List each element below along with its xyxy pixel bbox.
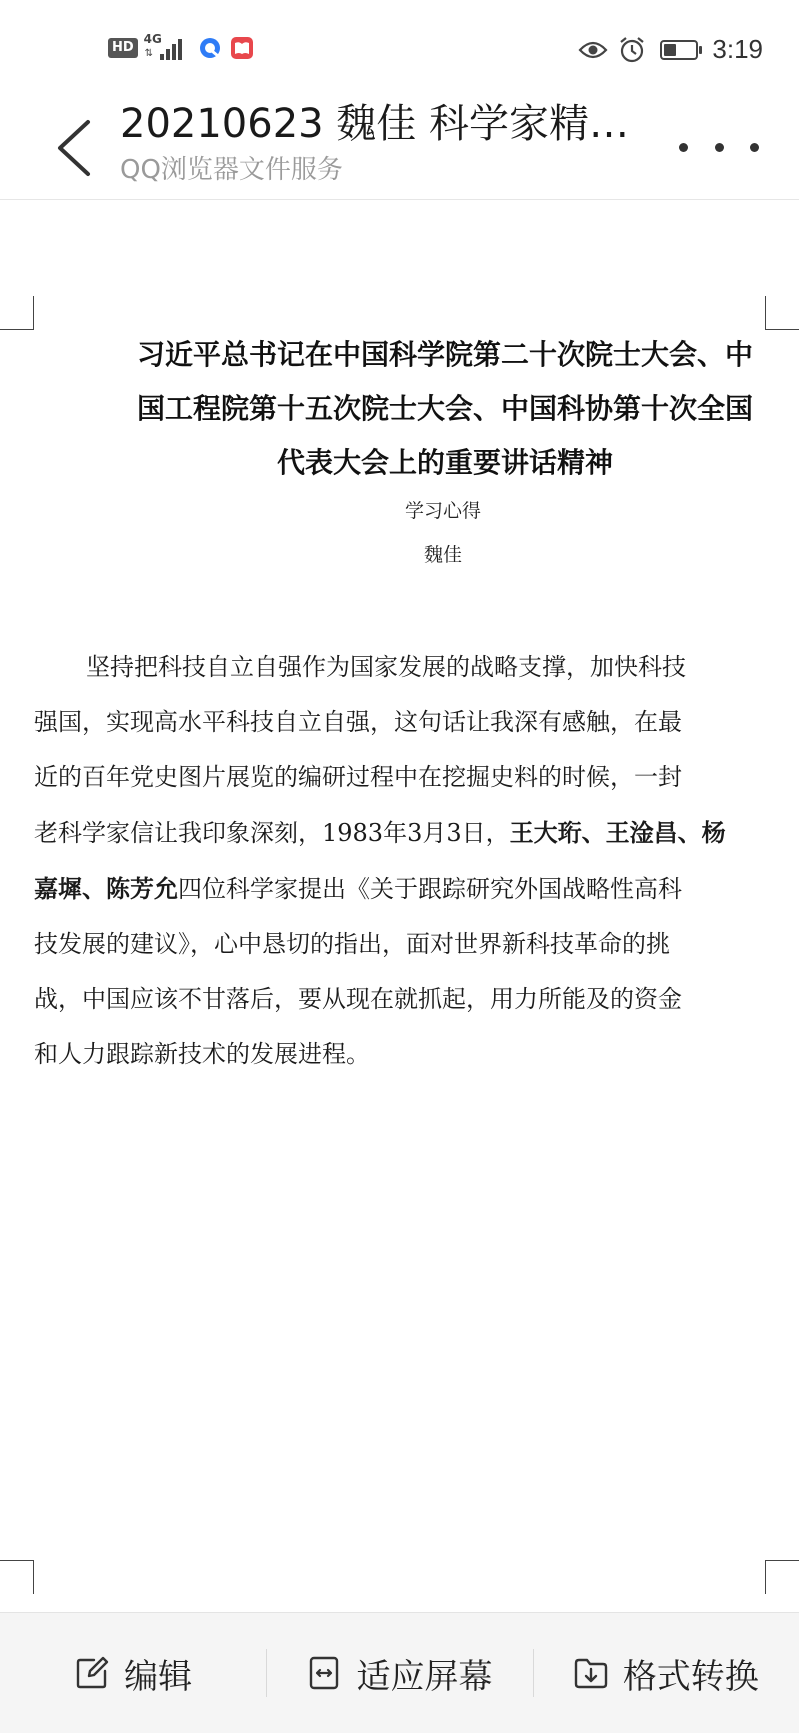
battery-level <box>664 44 675 56</box>
eye-icon <box>578 39 608 61</box>
fit-screen-label: 适应屏幕 <box>356 1656 493 1697</box>
doc-line: 强国，实现高水平科技自立自强，这句话让我深有感触，在最 <box>34 708 682 736</box>
doc-line: 和人力跟踪新技术的发展进程。 <box>34 1040 370 1068</box>
doc-subtitle: 学习心得 <box>404 500 481 522</box>
doc-heading-line: 代表大会上的重要讲话精神 <box>276 446 613 479</box>
doc-heading-line: 国工程院第十五次院士大会、中国科协第十次全国 <box>136 392 753 425</box>
status-bar-left <box>108 34 262 62</box>
signal-icon <box>144 34 188 62</box>
crop-mark-bottom-left <box>0 1560 34 1594</box>
format-convert-label: 格式转换 <box>622 1656 759 1697</box>
doc-author: 魏佳 <box>423 544 462 566</box>
battery-icon <box>660 40 698 60</box>
crop-mark-top-left <box>0 296 34 330</box>
document-source: QQ浏览器文件服务 <box>120 155 343 185</box>
status-bar <box>0 0 799 96</box>
crop-mark-bottom-right <box>765 1560 799 1594</box>
edit-icon <box>74 1655 110 1691</box>
more-dot-icon <box>715 143 724 152</box>
doc-bold-text: 嘉墀、陈芳允 <box>34 874 178 903</box>
reader-icon <box>230 36 254 60</box>
doc-heading-line: 习近平总书记在中国科学院第二十次院士大会、中 <box>136 338 753 371</box>
bottom-toolbar <box>0 1612 799 1733</box>
doc-line: 近的百年党史图片展览的编研过程中在挖掘史料的时候，一封 <box>34 763 682 791</box>
document-page[interactable] <box>0 200 799 1612</box>
network-type: 4G <box>143 32 162 46</box>
status-time: 3:19 <box>712 34 763 64</box>
doc-line <box>34 861 764 917</box>
doc-body-paragraph <box>34 640 764 1082</box>
fit-screen-button[interactable] <box>266 1613 532 1733</box>
doc-line: 战，中国应该不甘落后，要从现在就抓起，用力所能及的资金 <box>34 985 682 1013</box>
format-convert-button[interactable] <box>533 1613 799 1733</box>
doc-line <box>34 805 764 861</box>
alarm-icon <box>618 36 646 64</box>
title-bar <box>0 96 799 200</box>
data-arrows-icon: ⇅ <box>144 48 154 59</box>
fit-screen-icon <box>306 1655 342 1691</box>
doc-line: 坚持把科技自立自强作为国家发展的战略支撑，加快科技 <box>86 653 686 681</box>
hd-badge: HD <box>108 38 138 58</box>
doc-text: 四位科学家提出《关于跟踪研究外国战略性高科 <box>178 875 682 903</box>
doc-text: 老科学家信让我印象深刻，1983年3月3日， <box>34 819 510 847</box>
doc-line: 技发展的建议》，心中恳切的指出，面对世界新科技革命的挑 <box>34 930 670 958</box>
signal-bars-icon <box>160 39 184 60</box>
status-bar-right <box>568 34 763 65</box>
edit-label: 编辑 <box>124 1656 193 1697</box>
qq-browser-icon <box>198 36 222 60</box>
back-button[interactable] <box>44 108 104 188</box>
document-title: 20210623 魏佳 科学家精… <box>120 101 630 147</box>
more-dot-icon <box>679 143 688 152</box>
edit-button[interactable] <box>0 1613 266 1733</box>
crop-mark-top-right <box>765 296 799 330</box>
doc-heading <box>120 328 770 490</box>
doc-bold-text: 王大珩、王淦昌、杨 <box>509 818 726 847</box>
folder-convert-icon <box>573 1655 609 1691</box>
more-dot-icon <box>750 143 759 152</box>
more-options-button[interactable] <box>679 124 759 170</box>
